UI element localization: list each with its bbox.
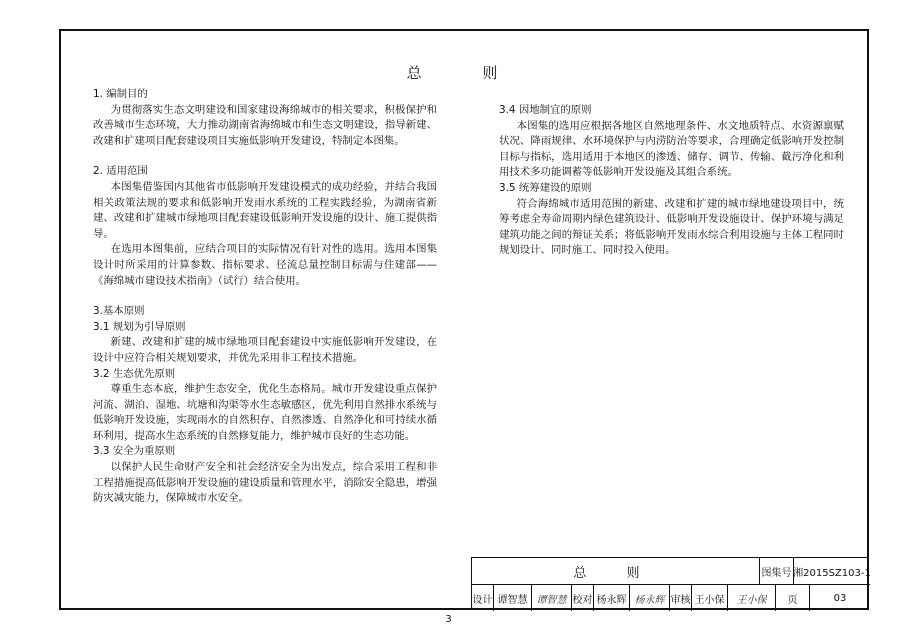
design-name: 谭智慧	[494, 584, 532, 611]
section-3-2-heading: 3.2 生态优先原则	[93, 367, 176, 380]
section-3-2-body: 尊重生态本底，维护生态安全，优化生态格局。城市开发建设重点保护河流、湖泊、湿地、坑塘和沟渠等水生态敏感区，优先利用自然排水系统与低影响开发设施，实现雨水的自然积存、自然渗透、自然净化和可持续水循环利用，提高水生态系统的自然修复能力，维护城市良好的生态功能。	[93, 383, 437, 442]
section-1-body: 为贯彻落实生态文明建设和国家建设海绵城市的相关要求，积极保护和改善城市生态环境，大力推动湖南省海绵城市和生态文明建设，指导新建、改建和扩建项目配套建设项目实施低影响开发建设，特制定本图集。	[93, 103, 437, 147]
review-name: 王小保	[692, 584, 728, 611]
page-label: 页	[776, 584, 810, 611]
left-column	[93, 87, 437, 507]
check-signature: 杨永辉	[630, 584, 670, 611]
section-3-5-heading: 3.5 统筹建设的原则	[499, 181, 592, 194]
section-2-body-1: 本图集借鉴国内其他省市低影响开发建设模式的成功经验，并结合我国相关政策法规的要求和低影响开发雨水系统的工程实践经验，为湖南省新建、改建和扩建城市绿地项目配套建设低影响开发设施的设计、施工提供指导。	[93, 180, 437, 240]
section-2-heading: 2. 适用范围	[93, 165, 148, 178]
section-3-4-heading: 3.4 因地制宜的原则	[499, 104, 592, 116]
title-block-name: 总 则	[472, 558, 760, 585]
section-3-1-body: 新建、改建和扩建的城市绿地项目配套建设中实施低影响开发建设，在设计中应符合相关规划要求，并优先采用非工程技术措施。	[93, 336, 437, 364]
atlas-number: 湘2015SZ103-1	[793, 568, 871, 579]
atlas-label: 图集号	[760, 558, 794, 585]
section-3-3-heading: 3.3 安全为重原则	[93, 445, 176, 458]
check-label: 校对	[572, 584, 594, 611]
title-block	[471, 557, 869, 610]
drawing-frame	[59, 29, 869, 610]
page-number: 3	[445, 614, 452, 625]
design-label: 设计	[472, 584, 494, 611]
section-3-1-heading: 3.1 规划为引导原则	[93, 320, 186, 333]
design-signature: 谭智慧	[532, 584, 572, 611]
section-1-heading: 1. 编制目的	[93, 88, 148, 100]
review-signature: 王小保	[728, 584, 776, 611]
section-3-4-body: 本图集的选用应根据各地区自然地理条件、水文地质特点、水资源禀赋状况、降雨规律、水环境保护与内涝防治等要求，合理确定低影响开发控制目标与指标，选用适用于本地区的渗透、储存、调节、传输、截污净化和利用技术多功能调蓄等低影响开发设施及其组合系统。	[499, 119, 844, 179]
page-value: 03	[810, 584, 870, 611]
right-column	[499, 103, 844, 259]
check-name: 杨永辉	[594, 584, 630, 611]
section-2-body-2: 在选用本图集前，应结合项目的实际情况有针对性的选用。选用本图集设计时所采用的计算参数、指标要求、径流总量控制目标需与住建部——《海绵城市建设技术指南》（试行）结合使用。	[93, 243, 437, 287]
page-title: 总 则	[406, 64, 526, 82]
section-3-3-body: 以保护人民生命财产安全和社会经济安全为出发点，综合采用工程和非工程措施提高低影响开发设施的建设质量和管理水平，消除安全隐患，增强防灾减灾能力，保障城市水安全。	[93, 461, 437, 505]
review-label: 审核	[670, 584, 692, 611]
section-3-heading: 3.基本原则	[93, 305, 145, 318]
section-3-5-body: 符合海绵城市适用范围的新建、改建和扩建的城市绿地建设项目中，统筹考虑全寿命周期内绿色建筑设计、低影响开发设施设计、保护环境与满足建筑功能之间的辩证关系；将低影响开发雨水综合利用设施与主体工程同时规划设计、同时施工、同时投入使用。	[499, 197, 844, 257]
